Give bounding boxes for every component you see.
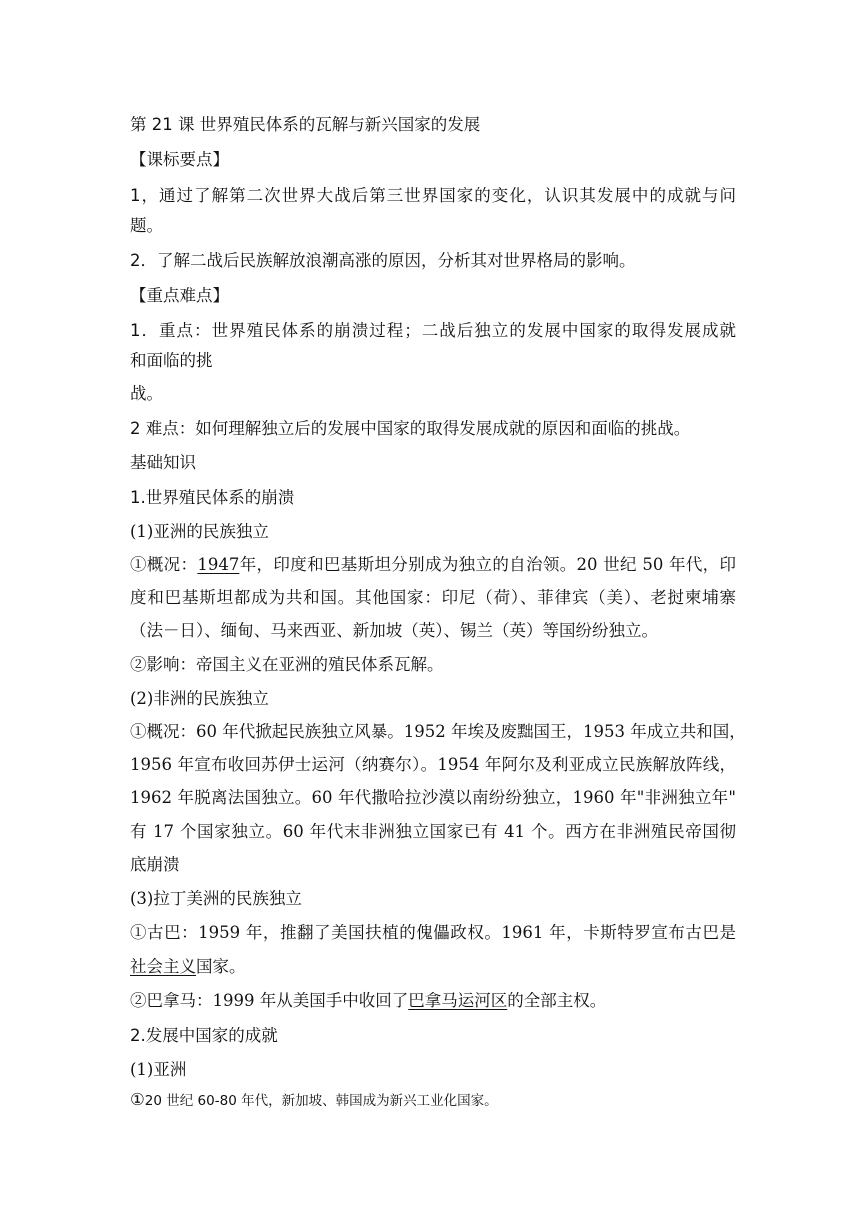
africa-line-1: ①概况：60 年代掀起民族独立风暴。1952 年埃及废黜国王，1953 年成立共和国，: [130, 722, 746, 741]
asia-line-1-rest: 年，印度和巴基斯坦分别成为独立的自治领。20 世纪 50 年代，印: [239, 555, 737, 574]
heading-2-1: (1)亚洲: [130, 1060, 187, 1079]
heading-1-3: (3)拉丁美洲的民族独立: [130, 889, 302, 908]
socialism-underlined: 社会主义: [130, 957, 196, 976]
africa-line-4: 有 17 个国家独立。60 年代末非洲独立国家已有 41 个。西方在非洲殖民帝国彻: [130, 822, 736, 841]
section-heading-standards: 【课标要点】: [130, 150, 229, 169]
standard-2: 2．了解二战后民族解放浪潮高涨的原因，分析其对世界格局的影响。: [130, 251, 636, 270]
asia-impact: ②影响：帝国主义在亚洲的殖民体系瓦解。: [130, 655, 444, 674]
heading-1-1: (1)亚洲的民族独立: [130, 522, 269, 541]
asia-achievement-text: 20 世纪 60-80 年代，新加坡、韩国成为新兴工业化国家。: [144, 1093, 498, 1109]
heading-1-2: (2)非洲的民族独立: [130, 689, 269, 708]
key-1-line-3: 战。: [130, 384, 163, 403]
basics-heading: 基础知识: [130, 453, 196, 472]
asia-line-1: [130, 551, 736, 575]
cuba-line-2: [130, 953, 736, 977]
africa-line-2: 1956 年宣布收回苏伊士运河（纳赛尔）。1954 年阿尔及利亚成立民族解放阵线，: [130, 755, 736, 774]
asia-achievement: [130, 1089, 736, 1109]
panama-line: [130, 987, 736, 1011]
asia-line-3: （法－日）、缅甸、马来西亚、新加坡（英）、锡兰（英）等国纷纷独立。: [130, 621, 658, 640]
key-2: 2 难点：如何理解独立后的发展中国家的取得发展成就的原因和面临的挑战。: [130, 419, 691, 438]
panama-canal-underlined: 巴拿马运河区: [408, 991, 508, 1010]
panama-rest: 的全部主权。: [507, 991, 607, 1010]
standard-1-line-1: 1，通过了解第二次世界大战后第三世界国家的变化，认识其发展中的成就与问: [130, 186, 736, 205]
lesson-title: 第 21 课 世界殖民体系的瓦解与新兴国家的发展: [130, 115, 481, 134]
section-heading-key-points: 【重点难点】: [130, 286, 229, 305]
key-1-line-1: 1．重点：世界殖民体系的崩溃过程；二战后独立的发展中国家的取得发展成就: [130, 321, 736, 340]
key-1-line-2: 和面临的挑: [130, 351, 213, 370]
africa-line-3: 1962 年脱离法国独立。60 年代撒哈拉沙漠以南纷纷独立，1960 年"非洲独立年": [130, 788, 736, 807]
cuba-line-1: ①古巴：1959 年，推翻了美国扶植的傀儡政权。1961 年，卡斯特罗宣布古巴是: [130, 923, 736, 942]
heading-2: 2.发展中国家的成就: [130, 1026, 278, 1045]
africa-line-5: 底崩溃: [130, 855, 180, 874]
asia-line-2: 度和巴基斯坦都成为共和国。其他国家：印尼（荷）、菲律宾（美）、老挝柬埔寨: [130, 588, 736, 607]
asia-year-underlined: 1947: [197, 555, 240, 574]
standard-1-line-2: 题。: [130, 216, 163, 235]
panama-prefix: ②巴拿马：1999 年从美国手中收回了: [130, 991, 409, 1010]
circled-number: ①: [130, 1090, 145, 1109]
asia-line-1-prefix: ①概况：: [130, 555, 198, 574]
heading-1: 1.世界殖民体系的崩溃: [130, 488, 295, 507]
cuba-line-2-rest: 国家。: [196, 957, 246, 976]
